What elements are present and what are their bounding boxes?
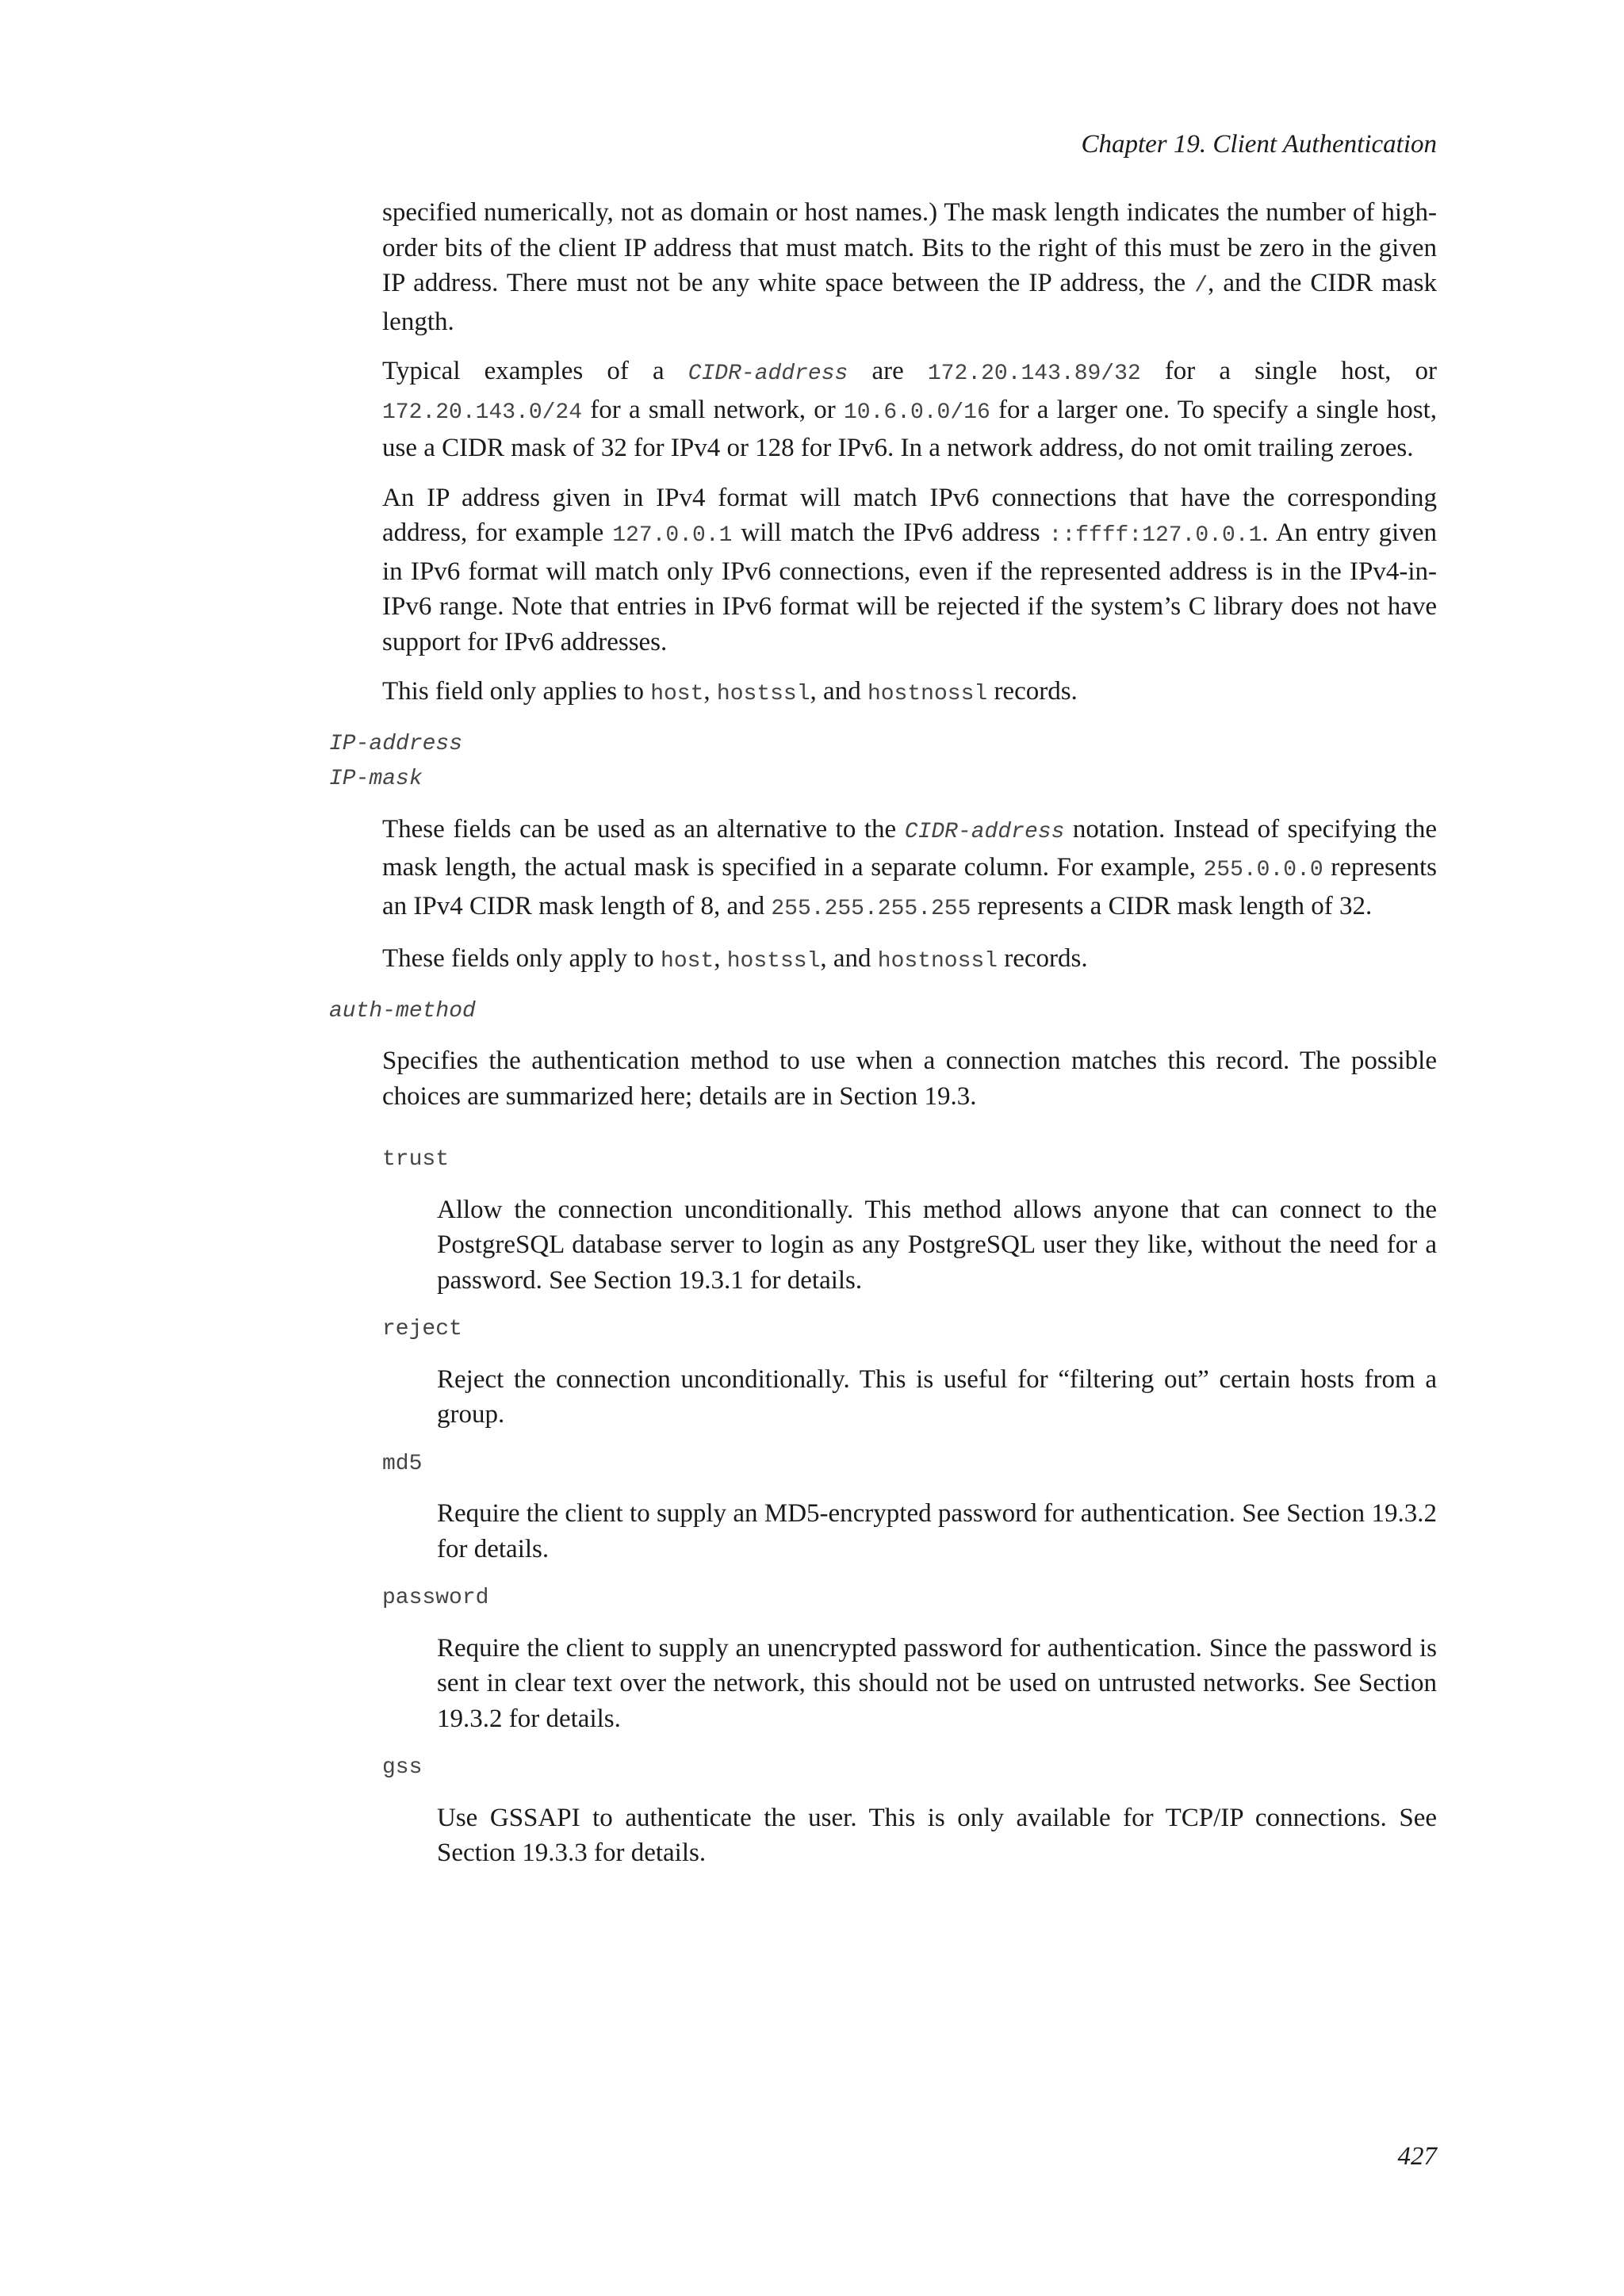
page-number: 427 bbox=[1397, 2142, 1437, 2171]
code-host: host bbox=[650, 682, 704, 706]
cidr-paragraph-3 bbox=[382, 480, 1437, 660]
text: for a larger one. To specify a single host, use a CIDR mask of 32 for IPv4 or 128 for IPv6. In a network address, do not omit trailing zeroes. bbox=[382, 395, 1438, 462]
term-auth-method: auth-method bbox=[329, 998, 476, 1024]
code-ipv4-loopback: 127.0.0.1 bbox=[612, 523, 733, 548]
term-ip-address: IP-address bbox=[329, 731, 463, 756]
text: , and bbox=[810, 677, 868, 706]
text: , and the CIDR mask length. bbox=[382, 269, 1437, 336]
text: . An entry given in IPv6 format will match only IPv6 connections, even if the represented address is in the IPv4-in-IPv6 range. Note that entries in IPv6 format will be rejected if the system’s C library does not have support for IPv6 addresses. bbox=[382, 519, 1437, 656]
ipfields-paragraph-2 bbox=[382, 941, 1437, 980]
text: represents a CIDR mask length of 32. bbox=[971, 891, 1373, 920]
code-hostssl: hostssl bbox=[716, 682, 810, 706]
method-reject: reject bbox=[382, 1317, 462, 1341]
text: records. bbox=[987, 677, 1078, 706]
code-host: host bbox=[661, 949, 714, 974]
cidr-paragraph-4 bbox=[382, 674, 1437, 713]
text: , bbox=[703, 677, 717, 706]
text: This field only applies to bbox=[382, 677, 651, 706]
code-ipv6-mapped: ::ffff:127.0.0.1 bbox=[1048, 523, 1262, 548]
method-md5-desc: Require the client to supply an MD5-encrypted password for authentication. See Section 19.3.2 for details. bbox=[437, 1499, 1437, 1563]
code-hostnossl: hostnossl bbox=[877, 949, 998, 974]
ipfields-paragraph-1 bbox=[382, 812, 1437, 928]
text: represents an IPv4 CIDR mask length of 8, and bbox=[382, 853, 1437, 920]
code-slash: / bbox=[1194, 274, 1208, 298]
code-example-3: 10.6.0.0/16 bbox=[843, 400, 990, 425]
code-example-1: 172.20.143.89/32 bbox=[927, 362, 1141, 386]
authmethod-paragraph: Specifies the authentication method to use when a connection matches this record. The possible choices are summarized here; details are in Section 19.3. bbox=[382, 1047, 1437, 1111]
cidr-paragraph-2 bbox=[382, 354, 1437, 466]
running-header: Chapter 19. Client Authentication bbox=[1081, 130, 1437, 159]
code-mask-32: 255.255.255.255 bbox=[771, 896, 971, 921]
text: for a small network, or bbox=[582, 395, 844, 424]
text: An IP address given in IPv4 format will match IPv6 connections that have the corresponding address, for example bbox=[382, 483, 1437, 547]
text: These fields can be used as an alternative to the bbox=[382, 814, 905, 844]
method-md5: md5 bbox=[382, 1451, 423, 1476]
text: will match the IPv6 address bbox=[732, 519, 1049, 547]
text: specified numerically, not as domain or host names.) The mask length indicates the number of high-order bits of the client IP address that must match. Bits to the right of this must be zero in the given IP address. There must not be any white space between the IP address, the bbox=[382, 198, 1437, 297]
method-trust-desc: Allow the connection unconditionally. This method allows anyone that can connect to the PostgreSQL database server to login as any PostgreSQL user they like, without the need for a password. See Section 19.3.1 for details. bbox=[437, 1195, 1437, 1295]
method-gss-desc: Use GSSAPI to authenticate the user. This is only available for TCP/IP connections. See Section 19.3.3 for details. bbox=[437, 1803, 1437, 1867]
method-password: password bbox=[382, 1586, 489, 1610]
text: records. bbox=[998, 944, 1088, 973]
text: Typical examples of a bbox=[382, 357, 688, 385]
page-body bbox=[0, 195, 1624, 1871]
code-hostssl: hostssl bbox=[726, 949, 821, 974]
text: These fields only apply to bbox=[382, 944, 661, 973]
text: are bbox=[848, 357, 928, 385]
method-trust: trust bbox=[382, 1147, 450, 1172]
text: notation. Instead of specifying the mask length, the actual mask is specified in a separate column. For example, bbox=[382, 814, 1437, 882]
term-cidr-address: CIDR-address bbox=[904, 819, 1065, 844]
method-reject-desc: Reject the connection unconditionally. This is useful for “filtering out” certain hosts from a group. bbox=[437, 1364, 1437, 1429]
code-hostnossl: hostnossl bbox=[867, 682, 988, 706]
text: , bbox=[714, 944, 727, 973]
code-mask-8: 255.0.0.0 bbox=[1203, 858, 1323, 882]
cidr-paragraph-1 bbox=[382, 195, 1437, 339]
code-example-2: 172.20.143.0/24 bbox=[382, 400, 583, 425]
method-gss: gss bbox=[382, 1755, 423, 1780]
term-ip-mask: IP-mask bbox=[329, 767, 423, 791]
method-password-desc: Require the client to supply an unencrypted password for authentication. Since the password is sent in clear text over the network, this should not be used on untrusted networks. See Section 19.3.2 for details. bbox=[437, 1633, 1437, 1733]
term-cidr-address: CIDR-address bbox=[688, 362, 848, 386]
text: , and bbox=[820, 944, 878, 973]
text: for a single host, or bbox=[1140, 357, 1437, 385]
